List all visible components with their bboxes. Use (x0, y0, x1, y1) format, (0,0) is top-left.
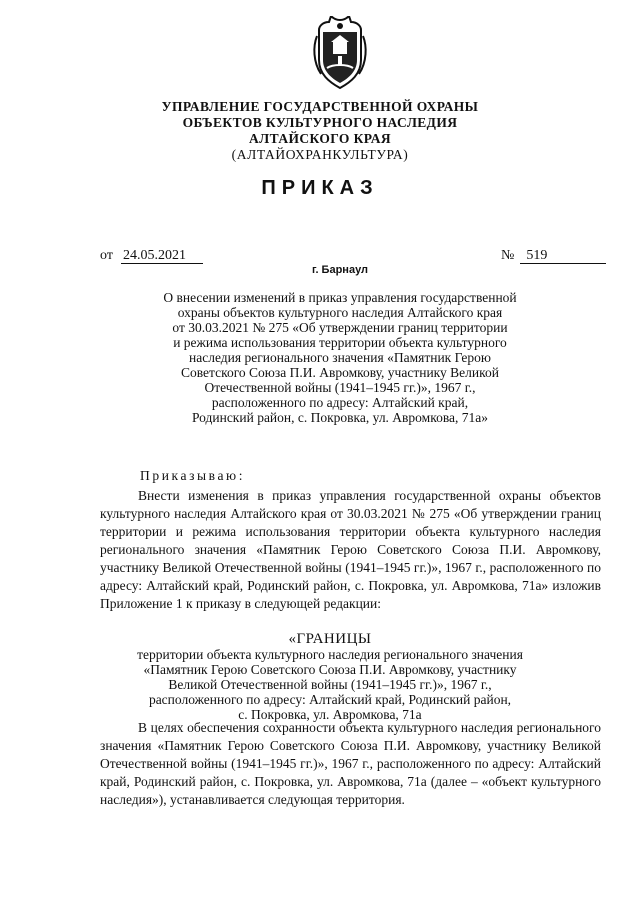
agency-line-3: АЛТАЙСКОГО КРАЯ (248, 131, 392, 146)
order-word: Приказываю: (140, 468, 246, 483)
borders-line: территории объекта культурного наследия регионального значения (137, 647, 523, 662)
subject-line: от 30.03.2021 № 275 «Об утверждении границ территории (172, 320, 508, 335)
subject-line: Родинский район, с. Покровка, ул. Авромкова, 71а» (191, 410, 489, 425)
subject-line: Советского Союза П.И. Авромкову, участнику Великой (181, 365, 499, 380)
city-label: г. Барнаул (311, 264, 369, 276)
number-value: 519 (520, 248, 606, 264)
borders-line: расположенного по адресу: Алтайский край, Родинский район, (148, 692, 512, 707)
date-field (100, 248, 203, 264)
date-value: 24.05.2021 (121, 248, 203, 264)
altai-krai-coat-of-arms-icon (311, 16, 369, 90)
date-prefix: от (100, 248, 113, 263)
subject-line: расположенного по адресу: Алтайский край, (211, 395, 469, 410)
agency-name (100, 99, 540, 163)
agency-short-name: (АЛТАЙОХРАНКУЛЬТУРА) (231, 147, 409, 162)
borders-heading (110, 632, 550, 722)
number-prefix: № (501, 248, 515, 263)
subject-line: наследия регионального значения «Памятник Герою (189, 350, 491, 365)
subject-line: Отечественной войны (1941–1945 гг.)», 1967 г., (204, 380, 476, 395)
body-paragraph-2: В целях обеспечения сохранности объекта культурного наследия регионального значения «Памятник Герою Советского Союза П.И. Авромкову, участнику Великой Отечественной войны (1941–1945 гг.)», 1967 г., расположенного по адресу: Алтайский край, Родинский район, с. Покровка, ул. Авромкова, 71а (далее – «объект культурного наследия»), устанавливается следующая территория. (100, 720, 601, 807)
borders-title: «ГРАНИЦЫ (288, 631, 372, 647)
subject-block (120, 290, 560, 425)
number-field (501, 248, 606, 264)
borders-line: «Памятник Герою Советского Союза П.И. Авромкову, участнику (143, 662, 517, 677)
document-type-title: ПРИКАЗ (261, 177, 379, 199)
body-paragraph-1: Внести изменения в приказ управления государственной охраны объектов культурного наследия Алтайского края от 30.03.2021 № 275 «Об утверждении границ территории и режима использования территории объекта культурного наследия регионального значения «Памятник Герою Советского Союза П.И. Авромкову, участнику Великой Отечественной войны (1941–1945 гг.)», 1967 г., расположенного по адресу: Алтайский край, Родинский район, с. Покровка, ул. Авромкова, 71а» изложив Приложение 1 к приказу в следующей редакции: (100, 488, 601, 611)
borders-line: с. Покровка, ул. Авромкова, 71а (238, 707, 422, 722)
subject-line: О внесении изменений в приказ управления государственной (163, 290, 517, 305)
subject-line: и режима использования территории объекта культурного (173, 335, 507, 350)
borders-line: Великой Отечественной войны (1941–1945 гг.)», 1967 г., (168, 677, 492, 692)
agency-line-2: ОБЪЕКТОВ КУЛЬТУРНОГО НАСЛЕДИЯ (182, 115, 458, 130)
subject-line: охраны объектов культурного наследия Алтайского края (177, 305, 503, 320)
agency-line-1: УПРАВЛЕНИЕ ГОСУДАРСТВЕННОЙ ОХРАНЫ (161, 99, 479, 114)
